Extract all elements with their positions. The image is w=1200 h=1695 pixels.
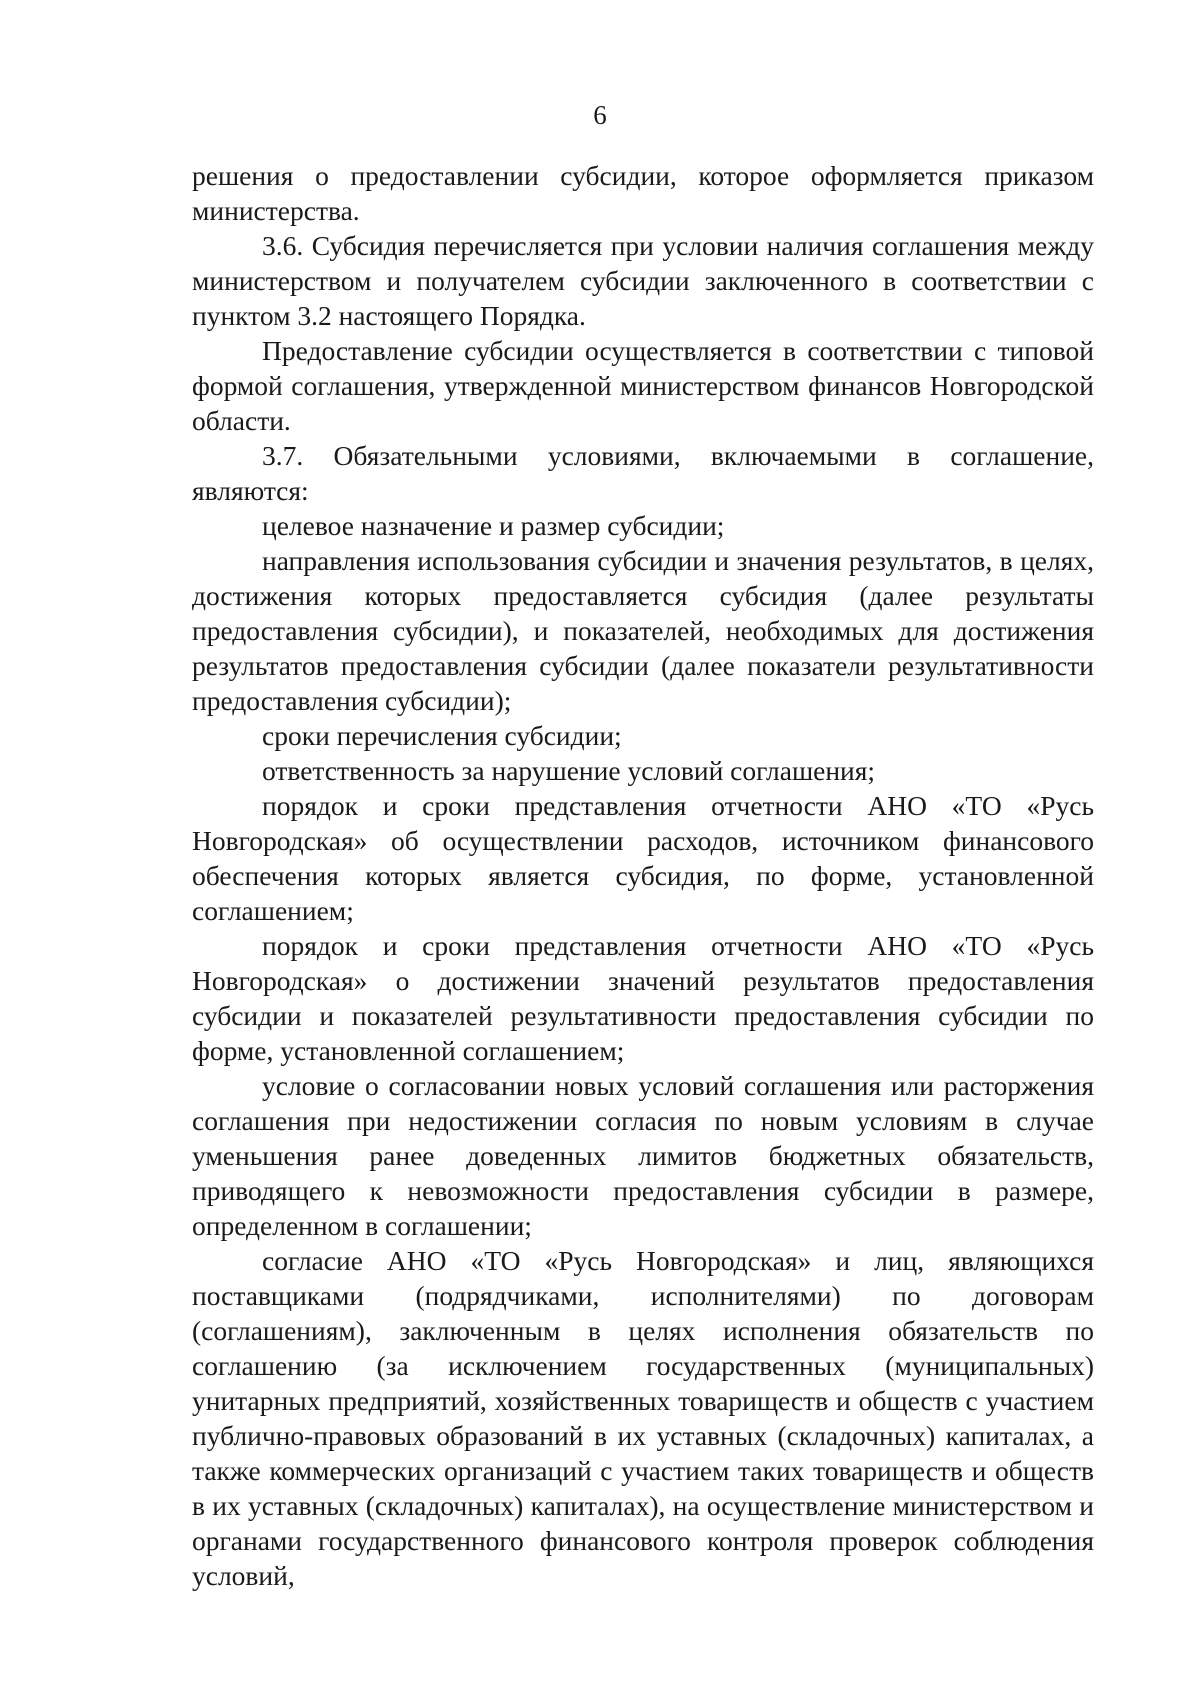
paragraph-3-7: 3.7. Обязательными условиями, включаемыми в соглашение, являются: xyxy=(192,440,1094,506)
paragraph-transfer-terms: сроки перечисления субсидии; xyxy=(262,720,622,751)
paragraph-directions: направления использования субсидии и значения результатов, в целях, достижения которых предоставляется субсидия (далее результаты предоставления субсидии), и показателей, необходимых для достижения результатов предоставления субсидии (далее показатели результативности предоставления субсидии); xyxy=(192,545,1094,716)
paragraph-consent: согласие АНО «ТО «Русь Новгородская» и лиц, являющихся поставщиками (подрядчиками, исполнителями) по договорам (соглашениям), заключенным в целях исполнения обязательств по соглашению (за исключением государственных (муниципальных) унитарных предприятий, хозяйственных товариществ и обществ с участием публично-правовых образований в их уставных (складочных) капиталах, а также коммерческих организаций с участием таких товариществ и обществ в их уставных (складочных) капиталах), на осуществление министерством и органами государственного финансового контроля проверок соблюдения условий, xyxy=(192,1245,1094,1591)
paragraph-purpose: целевое назначение и размер субсидии; xyxy=(262,510,725,541)
paragraph-expense-reporting: порядок и сроки представления отчетности АНО «ТО «Русь Новгородская» об осуществлении расходов, источником финансового обеспечения которых является субсидия, по форме, установленной соглашением; xyxy=(192,790,1094,926)
paragraph-responsibility: ответственность за нарушение условий соглашения; xyxy=(262,755,876,786)
paragraph-3-6: 3.6. Субсидия перечисляется при условии наличия соглашения между министерством и получателем субсидии заключенного в соответствии с пунктом 3.2 настоящего Порядка. xyxy=(192,230,1094,331)
document-body xyxy=(192,158,1094,1593)
paragraph-decision: решения о предоставлении субсидии, которое оформляется приказом министерства. xyxy=(192,160,1094,226)
paragraph-new-conditions: условие о согласовании новых условий соглашения или расторжения соглашения при недостижении согласия по новым условиям в случае уменьшения ранее доведенных лимитов бюджетных обязательств, приводящего к невозможности предоставления субсидии в размере, определенном в соглашении; xyxy=(192,1070,1094,1241)
paragraph-standard-form: Предоставление субсидии осуществляется в соответствии с типовой формой соглашения, утвержденной министерством финансов Новгородской области. xyxy=(192,335,1094,436)
page-number: 6 xyxy=(593,100,607,130)
paragraph-results-reporting: порядок и сроки представления отчетности АНО «ТО «Русь Новгородская» о достижении значений результатов предоставления субсидии и показателей результативности предоставления субсидии по форме, установленной соглашением; xyxy=(192,930,1094,1066)
